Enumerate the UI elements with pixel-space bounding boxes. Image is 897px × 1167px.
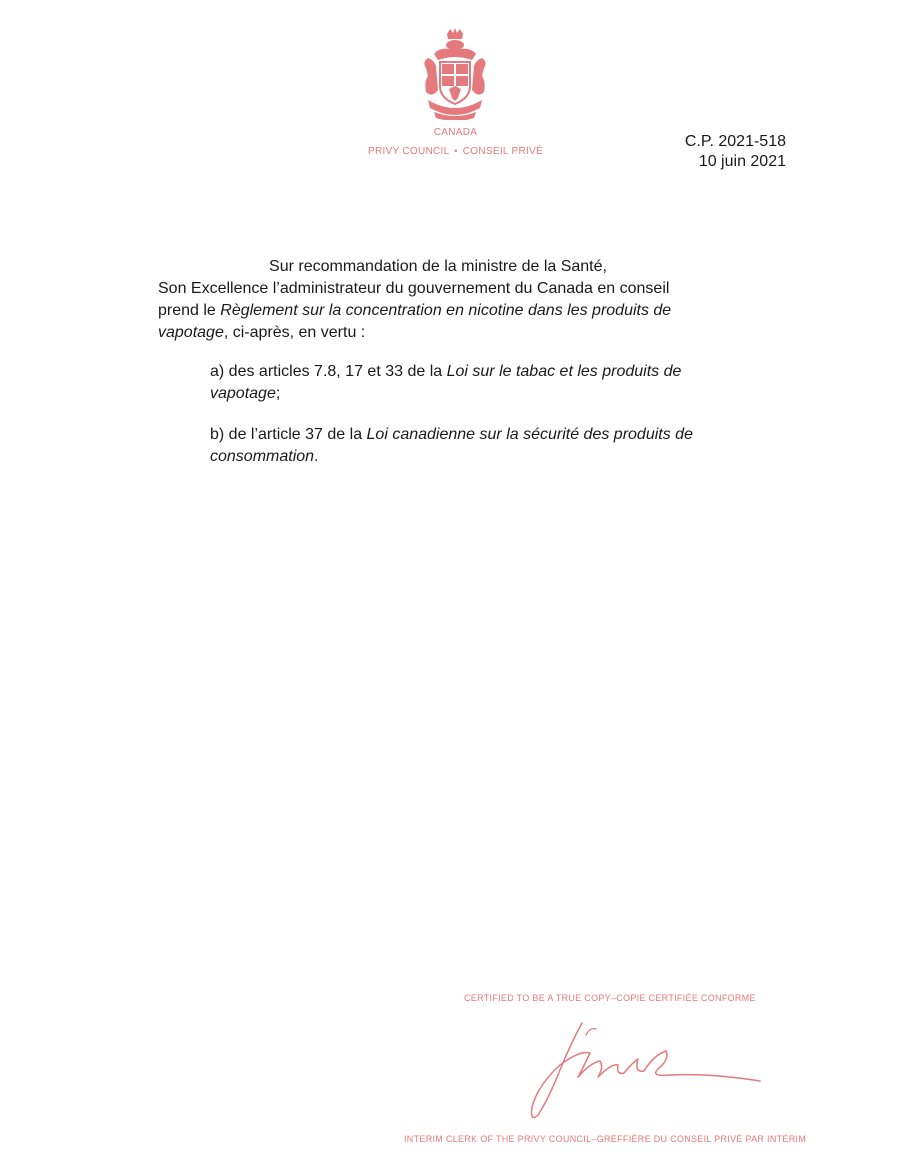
regulation-suffix: , ci-après, en vertu : [223, 324, 366, 341]
certified-copy-label: CERTIFIED TO BE A TRUE COPY–COPIE CERTIFIÉE CONFORME [464, 993, 756, 1003]
order-number: C.P. 2021-518 [684, 133, 786, 150]
order-date: 10 juin 2021 [698, 153, 786, 170]
item-b-law: Loi canadienne sur la sécurité des produits de consommation [210, 426, 693, 465]
country-label: CANADA [433, 127, 478, 138]
item-a-suffix: ; [275, 385, 281, 402]
signature-icon [520, 1015, 770, 1120]
interim-clerk-label: INTERIM CLERK OF THE PRIVY COUNCIL–GREFFIÈRE DU CONSEIL PRIVÉ PAR INTÉRIM [404, 1134, 807, 1144]
regulation-line [158, 300, 738, 344]
recommendation-line: Sur recommandation de la ministre de la Santé, [269, 258, 607, 275]
order-preamble [158, 256, 738, 344]
item-a-prefix: a) des articles 7.8, 17 et 33 de la [210, 363, 447, 380]
excellency-line: Son Excellence l’administrateur du gouvernement du Canada en conseil [158, 280, 670, 297]
regulation-title: Règlement sur la concentration en nicotine dans les produits de vapotage [158, 302, 672, 341]
coat-of-arms-icon [420, 28, 490, 120]
council-fr: CONSEIL PRIVÉ [462, 146, 543, 157]
council-en: PRIVY COUNCIL [367, 146, 450, 157]
item-a-law: Loi sur le tabac et les produits de vapotage [210, 363, 682, 402]
item-b-suffix: . [314, 448, 319, 465]
separator-dot: • [454, 146, 458, 156]
item-a [210, 361, 750, 405]
item-b-prefix: b) de l’article 37 de la [210, 426, 367, 443]
regulation-prefix: prend le [158, 302, 221, 319]
item-b [210, 424, 750, 468]
